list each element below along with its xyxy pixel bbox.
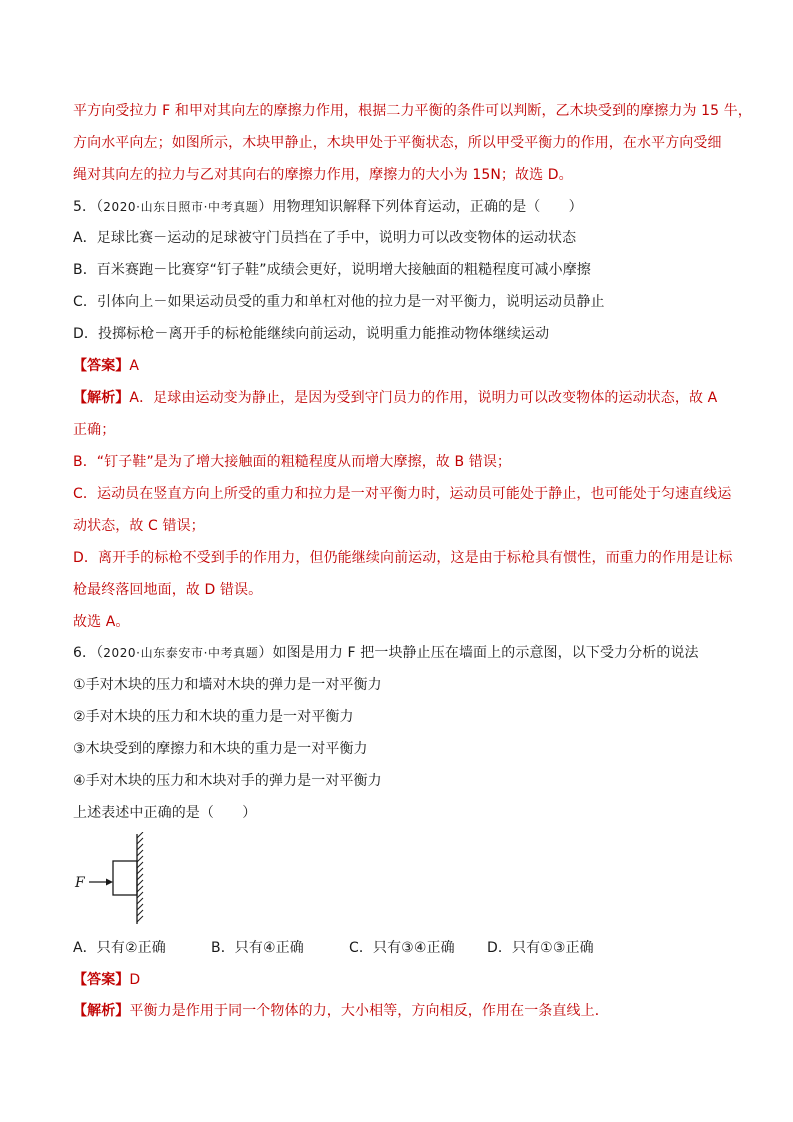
question-5-analysis-a-cont: 正确； bbox=[73, 422, 116, 438]
analysis-tag: 【解析】 bbox=[73, 1003, 130, 1019]
question-5-option-b: B．百米赛跑－比赛穿“钉子鞋”成绩会更好，说明增大接触面的粗糙程度可减小摩擦 bbox=[73, 262, 591, 278]
question-6-answer bbox=[73, 970, 140, 990]
question-6-option-c: C．只有③④正确 bbox=[349, 940, 455, 956]
question-5-text: ）用物理知识解释下列体育运动，正确的是（ ） bbox=[258, 199, 583, 215]
question-5-stem bbox=[73, 197, 583, 217]
question-5-option-c: C．引体向上－如果运动员受的重力和单杠对他的拉力是一对平衡力，说明运动员静止 bbox=[73, 294, 605, 310]
question-6-number: 6．（ bbox=[73, 645, 104, 661]
question-6-option-b: B．只有④正确 bbox=[211, 940, 304, 956]
statement-1: ①手对木块的压力和墙对木块的弹力是一对平衡力 bbox=[73, 677, 382, 693]
question-5-number: 5．（ bbox=[73, 199, 104, 215]
question-6-analysis bbox=[73, 1001, 609, 1021]
force-diagram bbox=[73, 832, 163, 928]
wooden-block bbox=[113, 861, 137, 895]
question-6-ask: 上述表述中正确的是（ ） bbox=[73, 805, 257, 821]
question-6-option-d: D．只有①③正确 bbox=[487, 940, 594, 956]
question-5-analysis-c-cont: 动状态，故 C 错误； bbox=[73, 518, 205, 534]
statement-4: ④手对木块的压力和木块对手的弹力是一对平衡力 bbox=[73, 773, 382, 789]
analysis-a-text: A．足球由运动变为静止，是因为受到守门员力的作用，说明力可以改变物体的运动状态，故 A bbox=[129, 390, 718, 406]
wall-hatching bbox=[137, 832, 143, 922]
answer-value: A bbox=[129, 358, 140, 374]
question-6-option-a: A．只有②正确 bbox=[73, 940, 166, 956]
question-5-option-a: A．足球比赛－运动的足球被守门员挡在了手中，说明力可以改变物体的运动状态 bbox=[73, 230, 577, 246]
intro-line-1: 平方向受拉力 F 和甲对其向左的摩擦力作用，根据二力平衡的条件可以判断，乙木块受到的摩擦力为 15 牛， bbox=[73, 103, 752, 119]
intro-line-3: 绳对其向左的拉力与乙对其向右的摩擦力作用，摩擦力的大小为 15N；故选 D。 bbox=[73, 167, 573, 183]
force-label-f: F bbox=[75, 875, 85, 891]
question-6-text: ）如图是用力 F 把一块静止压在墙面上的示意图，以下受力分析的说法 bbox=[258, 645, 699, 661]
question-5-conclusion: 故选 A。 bbox=[73, 614, 130, 630]
question-6-options bbox=[73, 938, 594, 958]
question-5-option-d: D．投掷标枪－离开手的标枪能继续向前运动，说明重力能推动物体继续运动 bbox=[73, 326, 550, 342]
question-5-answer bbox=[73, 356, 139, 376]
question-5-analysis-c: C．运动员在竖直方向上所受的重力和拉力是一对平衡力时，运动员可能处于静止，也可能处于匀速直线运 bbox=[73, 486, 732, 502]
analysis-text: 平衡力是作用于同一个物体的力，大小相等，方向相反，作用在一条直线上． bbox=[129, 1003, 609, 1019]
question-5-analysis-a bbox=[73, 388, 717, 408]
question-5-analysis-d-cont: 枪最终落回地面，故 D 错误。 bbox=[73, 582, 263, 598]
statement-3: ③木块受到的摩擦力和木块的重力是一对平衡力 bbox=[73, 741, 368, 757]
question-5-analysis-b: B．“钉子鞋”是为了增大接触面的粗糙程度从而增大摩擦，故 B 错误； bbox=[73, 454, 512, 470]
question-6-stem bbox=[73, 643, 699, 663]
question-6-source: 2020·山东泰安市·中考真题 bbox=[103, 646, 259, 660]
intro-line-2: 方向水平向左；如图所示，木块甲静止，木块甲处于平衡状态，所以甲受平衡力的作用，在水平方向受细 bbox=[73, 135, 722, 151]
question-5-analysis-d: D．离开手的标枪不受到手的作用力，但仍能继续向前运动，这是由于标枪具有惯性，而重力的作用是让标 bbox=[73, 550, 733, 566]
answer-value: D bbox=[129, 972, 141, 988]
answer-tag: 【答案】 bbox=[73, 358, 130, 374]
statement-2: ②手对木块的压力和木块的重力是一对平衡力 bbox=[73, 709, 354, 725]
analysis-tag: 【解析】 bbox=[73, 390, 130, 406]
answer-tag: 【答案】 bbox=[73, 972, 130, 988]
question-5-source: 2020·山东日照市·中考真题 bbox=[103, 200, 259, 214]
force-arrow-head bbox=[106, 879, 113, 886]
